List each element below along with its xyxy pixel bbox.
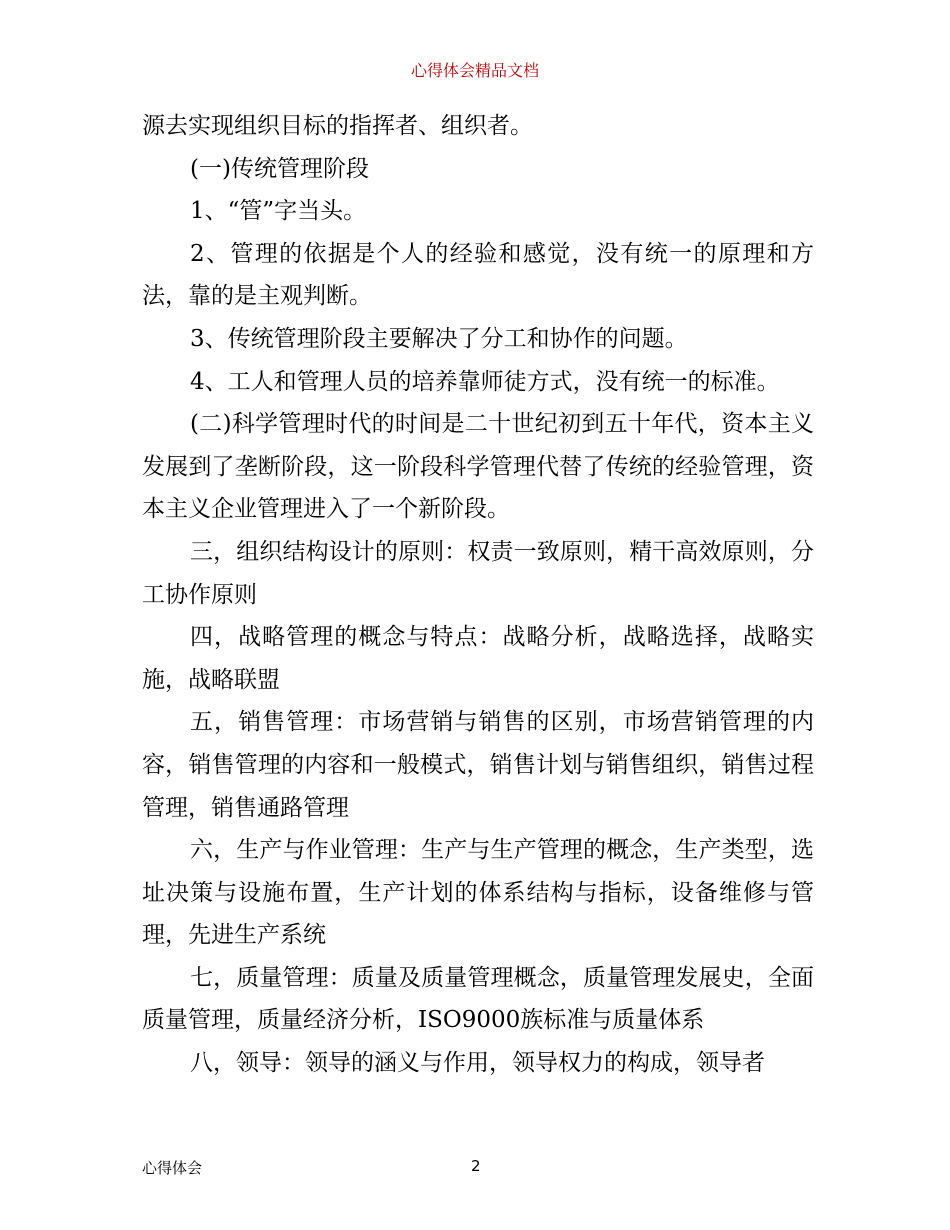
- footer-label: 心得体会: [142, 1159, 203, 1177]
- paragraph-section-6: 六，生产与作业管理：生产与生产管理的概念，生产类型，选址决策与设施布置，生产计划的体系结构与指标，设备维修与管理，先进生产系统: [142, 837, 814, 949]
- paragraph-section-5: 五，销售管理：市场营销与销售的区别，市场营销管理的内容，销售管理的内容和一般模式，销售计划与销售组织，销售过程管理，销售通路管理: [142, 709, 814, 821]
- paragraph-item-4: 4、工人和管理人员的培养靠师徒方式，没有统一的标准。: [190, 368, 780, 395]
- paragraph-section-3: 三，组织结构设计的原则：权责一致原则，精干高效原则，分工协作原则: [142, 538, 814, 608]
- paragraph-section-7: 七，质量管理：质量及质量管理概念，质量管理发展史，全面质量管理，质量经济分析，ISO9000族标准与质量体系: [142, 964, 814, 1034]
- paragraph-item-3: 3、传统管理阶段主要解决了分工和协作的问题。: [190, 325, 688, 352]
- document-body: [142, 105, 814, 1085]
- paragraph-section-heading-1: (一)传统管理阶段: [190, 155, 369, 182]
- paragraph-continuation: 源去实现组织目标的指挥者、组织者。: [142, 113, 533, 139]
- paragraph-item-2: 2、管理的依据是个人的经验和感觉，没有统一的原理和方法，靠的是主观判断。: [142, 240, 814, 310]
- document-header-title: 心得体会精品文档: [410, 61, 539, 80]
- paragraph-item-1: 1、“管”字当头。: [190, 198, 367, 225]
- paragraph-section-8: 八，领导：领导的涵义与作用，领导权力的构成，领导者: [190, 1050, 765, 1077]
- page-number: 2: [471, 1157, 481, 1175]
- paragraph-section-4: 四，战略管理的概念与特点：战略分析，战略选择，战略实施，战略联盟: [142, 624, 814, 693]
- paragraph-section-2: (二)科学管理时代的时间是二十世纪初到五十年代，资本主义发展到了垄断阶段，这一阶段科学管理代替了传统的经验管理，资本主义企业管理进入了一个新阶段。: [142, 411, 814, 523]
